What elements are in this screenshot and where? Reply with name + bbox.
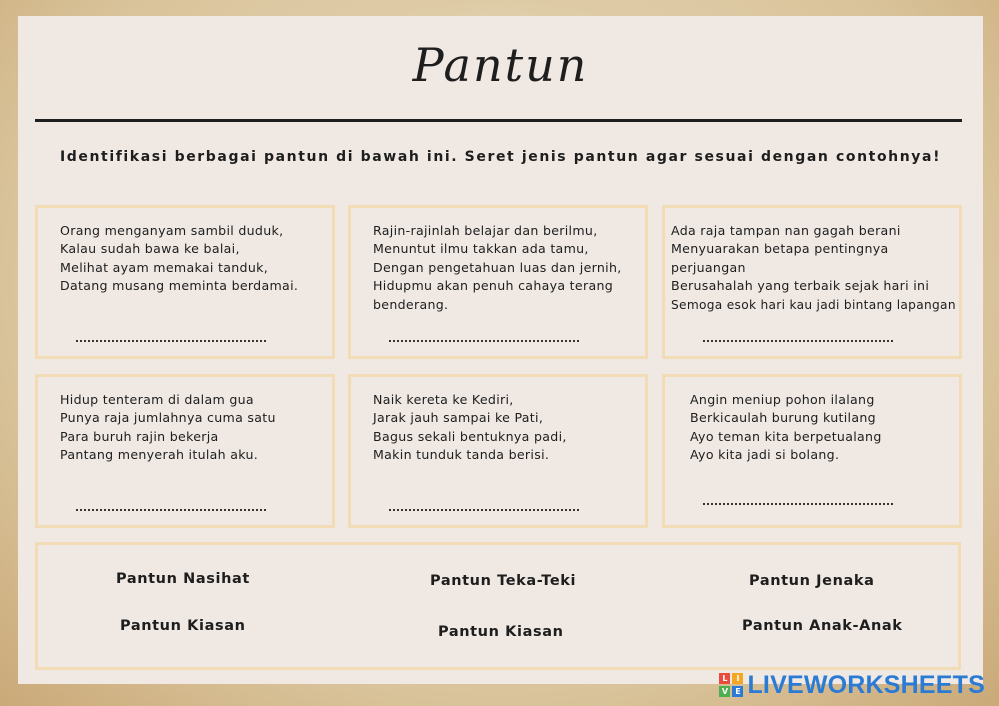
pantun-line: Bagus sekali bentuknya padi, [373, 428, 567, 444]
pantun-text [60, 222, 328, 296]
title-divider [35, 119, 962, 122]
pantun-card-2 [348, 205, 648, 359]
option-pantun-kiasan-1[interactable]: Pantun Kiasan [120, 618, 246, 634]
pantun-line: Dengan pengetahuan luas dan jernih, [373, 259, 622, 275]
option-pantun-kiasan-2[interactable]: Pantun Kiasan [438, 624, 564, 640]
pantun-text [671, 222, 955, 314]
pantun-line: Punya raja jumlahnya cuma satu [60, 410, 276, 426]
pantun-line: Menyuarakan betapa pentingnya perjuangan [671, 241, 889, 275]
liveworksheets-watermark [719, 670, 985, 700]
worksheet [18, 16, 983, 684]
pantun-line: Ayo kita jadi si bolang. [690, 447, 840, 463]
option-pantun-anak-anak[interactable]: Pantun Anak-Anak [742, 618, 903, 634]
pantun-line: Ayo teman kita berpetualang [690, 428, 882, 444]
pantun-line: Naik kereta ke Kediri, [373, 392, 514, 407]
page-title: Pantun [412, 38, 589, 92]
pantun-line: Berusahalah yang terbaik sejak hari ini [671, 278, 930, 294]
pantun-line: Ada raja tampan nan gagah berani [671, 223, 901, 238]
instruction-text: Identifikasi berbagai pantun di bawah ini. Seret jenis pantun agar sesuai dengan contohnya! [59, 149, 942, 165]
pantun-card-5 [348, 374, 648, 528]
pantun-text [690, 391, 955, 465]
pantun-line: Para buruh rajin bekerja [60, 428, 219, 444]
pantun-line: Hidup tenteram di dalam gua [60, 392, 254, 407]
option-pantun-teka-teki[interactable]: Pantun Teka-Teki [430, 573, 577, 589]
answer-drop-zone[interactable] [389, 508, 579, 511]
liveworksheets-logo-icon: L I V E [719, 673, 743, 697]
pantun-card-3 [662, 205, 962, 359]
answer-drop-zone[interactable] [703, 502, 893, 505]
liveworksheets-text: LIVEWORKSHEETS [747, 670, 985, 699]
pantun-line: Jarak jauh sampai ke Pati, [373, 410, 544, 426]
pantun-card-1 [35, 205, 335, 359]
pantun-line: Orang menganyam sambil duduk, [60, 223, 284, 238]
answer-drop-zone[interactable] [76, 508, 266, 511]
pantun-line: Berkicaulah burung kutilang [690, 410, 876, 426]
pantun-line: Datang musang meminta berdamai. [60, 278, 299, 294]
pantun-text [373, 222, 641, 314]
pantun-line: Kalau sudah bawa ke balai, [60, 241, 240, 257]
pantun-line: Makin tunduk tanda berisi. [373, 447, 550, 463]
pantun-line: Melihat ayam memakai tanduk, [60, 259, 269, 275]
pantun-text [60, 391, 328, 465]
pantun-line: Menuntut ilmu takkan ada tamu, [373, 241, 589, 257]
pantun-line: Hidupmu akan penuh cahaya terang benderang. [373, 278, 614, 312]
pantun-card-6 [662, 374, 962, 528]
answer-drop-zone[interactable] [389, 339, 579, 342]
option-pantun-jenaka[interactable]: Pantun Jenaka [749, 573, 875, 589]
pantun-text [373, 391, 641, 465]
pantun-line: Pantang menyerah itulah aku. [60, 447, 259, 463]
answer-bank [35, 542, 961, 670]
answer-drop-zone[interactable] [76, 339, 266, 342]
option-pantun-nasihat[interactable]: Pantun Nasihat [116, 571, 250, 587]
pantun-line: Angin meniup pohon ilalang [690, 392, 875, 407]
pantun-line: Rajin-rajinlah belajar dan berilmu, [373, 223, 598, 238]
answer-drop-zone[interactable] [703, 339, 893, 342]
pantun-card-4 [35, 374, 335, 528]
pantun-line: Semoga esok hari kau jadi bintang lapangan [671, 297, 956, 312]
